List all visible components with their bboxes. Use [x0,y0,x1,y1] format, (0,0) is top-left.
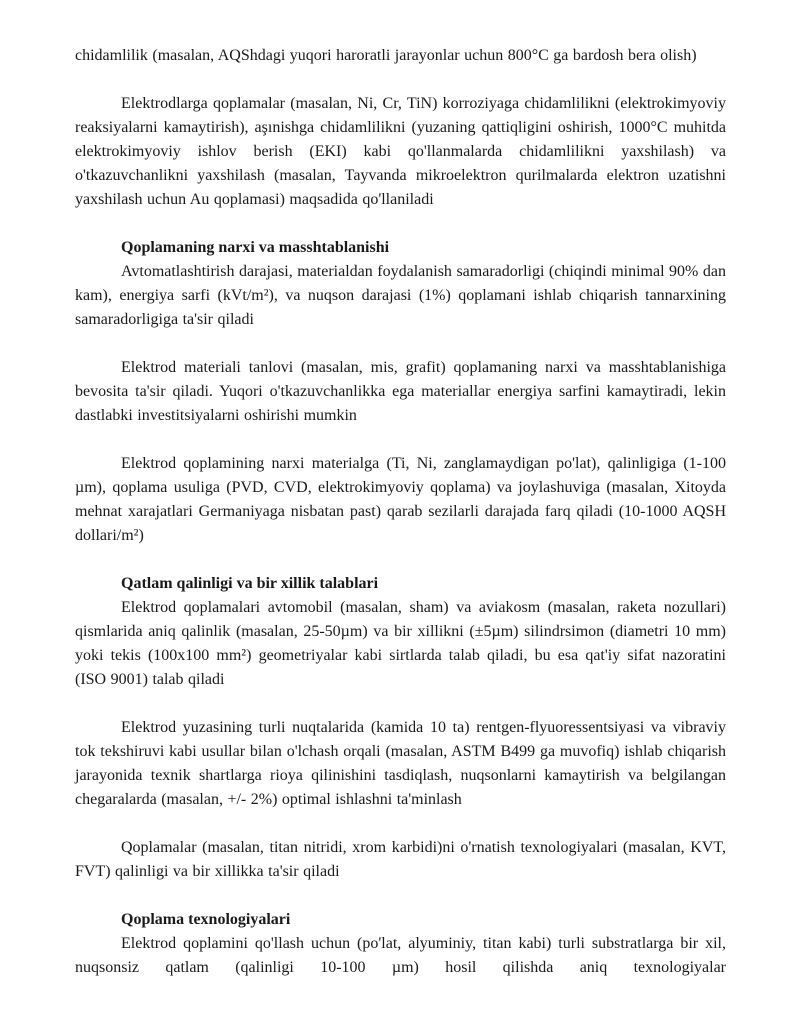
paragraph: Elektrod yuzasining turli nuqtalarida (kamida 10 ta) rentgen-flyuoressentsiyasi va vibraviy tok tekshiruvi kabi usullar bilan o'lchash orqali (masalan, ASTM B499 ga muvofiq) ishlab chiqarish jarayonida texnik shartlarga rioya qilinishini tasdiqlash, nuqsonlarni kamaytirish va belgilangan chegaralarda (masalan, +/- 2%) optimal ishlashni ta'minlash [75,719,726,808]
paragraph: Elektrod materiali tanlovi (masalan, mis, grafit) qoplamaning narxi va masshtablanishiga bevosita ta'sir qiladi. Yuqori o'tkazuvchanlikka ega materiallar energiya sarfini kamaytiradi, lekin dastlabki investitsiyalarni oshirishi mumkin [75,359,726,424]
paragraph: Qoplamalar (masalan, titan nitridi, xrom karbidi)ni o'rnatish texnologiyalari (masalan, KVT, FVT) qalinligi va bir xillikka ta'sir qiladi [75,839,726,880]
paragraph: Elektrod qoplamini qo'llash uchun (po'lat, alyuminiy, titan kabi) turli substratlarga bir xil, nuqsonsiz qatlam (qalinligi 10-100 µm) hosil qilishda aniq texnologiyalar [75,935,726,976]
paragraph: Elektrodlarga qoplamalar (masalan, Ni, Cr, TiN) korroziyaga chidamlilikni (elektrokimyoviy reaksiyalarni kamaytirish), aşınishga chidamlilikni (yuzaning qattiqligini oshirish, 1000°C muhitda elektrokimyoviy ishlov berish (EKI) kabi qo'llanmalarda chidamlilikni yaxshilash) va o'tkazuvchanlikni yaxshilash (masalan, Tayvanda mikroelektron qurilmalarda elektron uzatishni yaxshilash uchun Au qoplamasi) maqsadida qo'llaniladi [75,95,726,208]
paragraph: Elektrod qoplamalari avtomobil (masalan, sham) va aviakosm (masalan, raketa nozullari) qismlarida aniq qalinlik (masalan, 25-50µm) va bir xillikni (±5µm) silindrsimon (diametri 10 mm) yoki tekis (100x100 mm²) geometriyalar kabi sirtlarda talab qiladi, bu esa qat'iy sifat nazoratini (ISO 9001) talab qiladi [75,599,726,688]
paragraph: chidamlilik (masalan, AQShdagi yuqori haroratli jarayonlar uchun 800°C ga bardosh bera olish) [75,47,697,64]
paragraph: Avtomatlashtirish darajasi, materialdan foydalanish samaradorligi (chiqindi minimal 90% dan kam), energiya sarfi (kVt/m²), va nuqson darajasi (1%) qoplamani ishlab chiqarish tannarxining samaradorligiga ta'sir qiladi [75,263,726,328]
section-heading: Qatlam qalinligi va bir xillik talablari [121,575,379,592]
document-page [75,44,726,980]
section-heading: Qoplamaning narxi va masshtablanishi [121,239,390,256]
paragraph: Elektrod qoplamining narxi materialga (Ti, Ni, zanglamaydigan po'lat), qalinligiga (1-100 µm), qoplama usuliga (PVD, CVD, elektrokimyoviy qoplama) va joylashuviga (masalan, Xitoyda mehnat xarajatlari Germaniyaga nisbatan past) qarab sezilarli darajada farq qiladi (10-1000 AQSH dollari/m²) [75,455,726,544]
section-heading: Qoplama texnologiyalari [121,911,291,928]
